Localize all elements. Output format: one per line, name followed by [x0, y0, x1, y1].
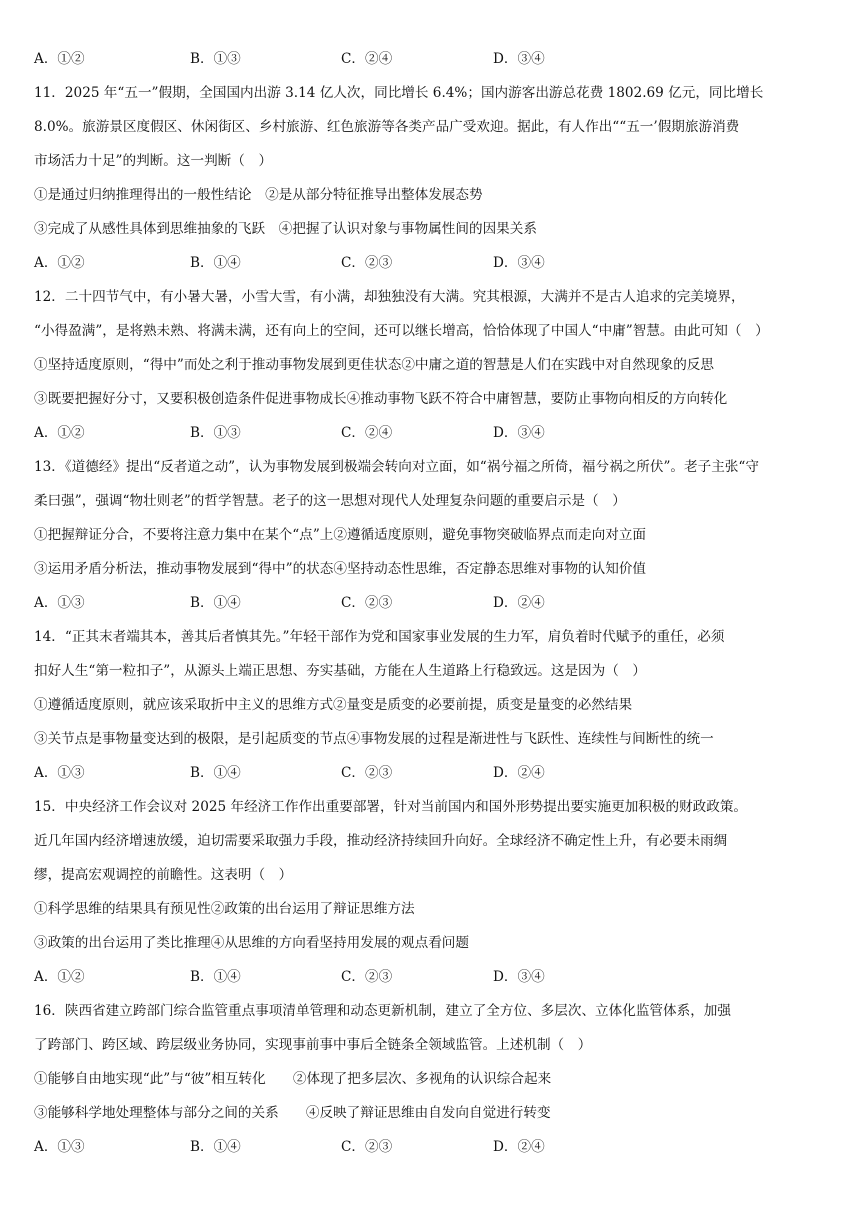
q16-stem-line-2: 了跨部门、跨区域、跨层级业务协同，实现事前事中事后全链条全领域监管。上述机制（ ）	[34, 1037, 592, 1053]
q14-options	[34, 764, 830, 782]
q13-option-a[interactable]: A．①③	[34, 595, 85, 611]
q16-statements-1-2: ①能够自由地实现“此”与“彼”相互转化 ②体现了把多层次、多视角的认识综合起来	[34, 1071, 552, 1087]
q12-statements-3-4: ③既要把握好分寸，又要积极创造条件促进事物成长④推动事物飞跃不符合中庸智慧，要防止事物向相反的方向转化	[34, 391, 728, 407]
q14-statements-3-4: ③关节点是事物量变达到的极限，是引起质变的节点④事物发展的过程是渐进性与飞跃性、连续性与间断性的统一	[34, 731, 714, 747]
q10-option-a[interactable]: A．①②	[34, 51, 85, 67]
q14-stem-line-1: 14．“正其末者端其本，善其后者慎其先。”年轻干部作为党和国家事业发展的生力军，肩负着时代赋予的重任，必须	[34, 629, 725, 645]
q16-statements-3-4: ③能够科学地处理整体与部分之间的关系 ④反映了辩证思维由自发向自觉进行转变	[34, 1105, 551, 1121]
q13-options	[34, 594, 830, 612]
q13-stem-line-2: 柔曰强”，强调“物壮则老”的哲学智慧。老子的这一思想对现代人处理复杂问题的重要启示是（ ）	[34, 493, 626, 509]
q10-options	[34, 50, 830, 68]
q12-statements-1-2: ①坚持适度原则，“得中”而处之利于推动事物发展到更佳状态②中庸之道的智慧是人们在实践中对自然现象的反思	[34, 357, 714, 373]
q11-stem-line-1: 11．2025 年“五一”假期，全国国内出游 3.14 亿人次，同比增长 6.4%；国内游客出游总花费 1802.69 亿元，同比增长	[34, 85, 764, 101]
q11-option-d[interactable]: D．③④	[493, 255, 545, 271]
q15-stem-line-2: 近几年国内经济增速放缓，迫切需要采取强力手段，推动经济持续回升向好。全球经济不确定性上升，有必要未雨绸	[34, 833, 728, 849]
q15-option-a[interactable]: A．①②	[34, 969, 85, 985]
q13-option-b[interactable]: B．①④	[190, 595, 241, 611]
q13-option-c[interactable]: C．②③	[341, 595, 393, 611]
q15-statements-3-4: ③政策的出台运用了类比推理④从思维的方向看坚持用发展的观点看问题	[34, 935, 469, 951]
q15-option-d[interactable]: D．③④	[493, 969, 545, 985]
q15-option-c[interactable]: C．②③	[341, 969, 393, 985]
q12-options	[34, 424, 830, 442]
q12-option-c[interactable]: C．②④	[341, 425, 393, 441]
q11-options	[34, 254, 830, 272]
q14-statements-1-2: ①遵循适度原则，就应该采取折中主义的思维方式②量变是质变的必要前提，质变是量变的必然结果	[34, 697, 633, 713]
q10-option-c[interactable]: C．②④	[341, 51, 393, 67]
q11-option-c[interactable]: C．②③	[341, 255, 393, 271]
q16-option-b[interactable]: B．①④	[190, 1139, 241, 1155]
q16-options	[34, 1138, 830, 1156]
q15-statements-1-2: ①科学思维的结果具有预见性②政策的出台运用了辩证思维方法	[34, 901, 415, 917]
q14-stem-line-2: 扣好人生“第一粒扣子”，从源头上端正思想、夯实基础，方能在人生道路上行稳致远。这是因为（ ）	[34, 663, 647, 679]
q15-option-b[interactable]: B．①④	[190, 969, 241, 985]
q11-option-a[interactable]: A．①②	[34, 255, 85, 271]
q11-option-b[interactable]: B．①④	[190, 255, 241, 271]
q13-stem-line-1: 13．《道德经》提出“反者道之动”，认为事物发展到极端会转向对立面，如“祸兮福之所倚，福兮祸之所伏”。老子主张“守	[34, 459, 759, 475]
q11-statements-3-4: ③完成了从感性具体到思维抽象的飞跃 ④把握了认识对象与事物属性间的因果关系	[34, 221, 537, 237]
q15-stem-line-3: 缪，提高宏观调控的前瞻性。这表明（ ）	[34, 867, 293, 883]
q12-stem-line-1: 12．二十四节气中，有小暑大暑，小雪大雪，有小满，却独独没有大满。究其根源，大满并不是古人追求的完美境界，	[34, 289, 745, 305]
q10-option-b[interactable]: B．①③	[190, 51, 241, 67]
q12-option-d[interactable]: D．③④	[493, 425, 545, 441]
q11-stem-line-3: 市场活力十足”的判断。这一判断（ ）	[34, 153, 273, 169]
q12-stem-line-2: “小得盈满”，是将熟未熟、将满未满，还有向上的空间，还可以继长增高，恰恰体现了中国人“中庸”智慧。由此可知（ ）	[34, 323, 769, 339]
q14-option-d[interactable]: D．②④	[493, 765, 545, 781]
q16-option-c[interactable]: C．②③	[341, 1139, 393, 1155]
q15-stem-line-1: 15．中央经济工作会议对 2025 年经济工作作出重要部署，针对当前国内和国外形势提出要实施更加积极的财政政策。	[34, 799, 748, 815]
q11-statements-1-2: ①是通过归纳推理得出的一般性结论 ②是从部分特征推导出整体发展态势	[34, 187, 483, 203]
q16-option-a[interactable]: A．①③	[34, 1139, 85, 1155]
q12-option-a[interactable]: A．①②	[34, 425, 85, 441]
q11-stem-line-2: 8.0%。旅游景区度假区、休闲街区、乡村旅游、红色旅游等各类产品广受欢迎。据此，有人作出““五一’假期旅游消费	[34, 119, 740, 135]
q12-option-b[interactable]: B．①③	[190, 425, 241, 441]
q14-option-b[interactable]: B．①④	[190, 765, 241, 781]
q14-option-c[interactable]: C．②③	[341, 765, 393, 781]
q13-statements-1-2: ①把握辩证分合，不要将注意力集中在某个“点”上②遵循适度原则，避免事物突破临界点而走向对立面	[34, 527, 647, 543]
q16-option-d[interactable]: D．②④	[493, 1139, 545, 1155]
q10-option-d[interactable]: D．③④	[493, 51, 545, 67]
q15-options	[34, 968, 830, 986]
q14-option-a[interactable]: A．①③	[34, 765, 85, 781]
q16-stem-line-1: 16．陕西省建立跨部门综合监管重点事项清单管理和动态更新机制，建立了全方位、多层次、立体化监管体系，加强	[34, 1003, 731, 1019]
q13-option-d[interactable]: D．②④	[493, 595, 545, 611]
q13-statements-3-4: ③运用矛盾分析法，推动事物发展到“得中”的状态④坚持动态性思维，否定静态思维对事物的认知价值	[34, 561, 647, 577]
